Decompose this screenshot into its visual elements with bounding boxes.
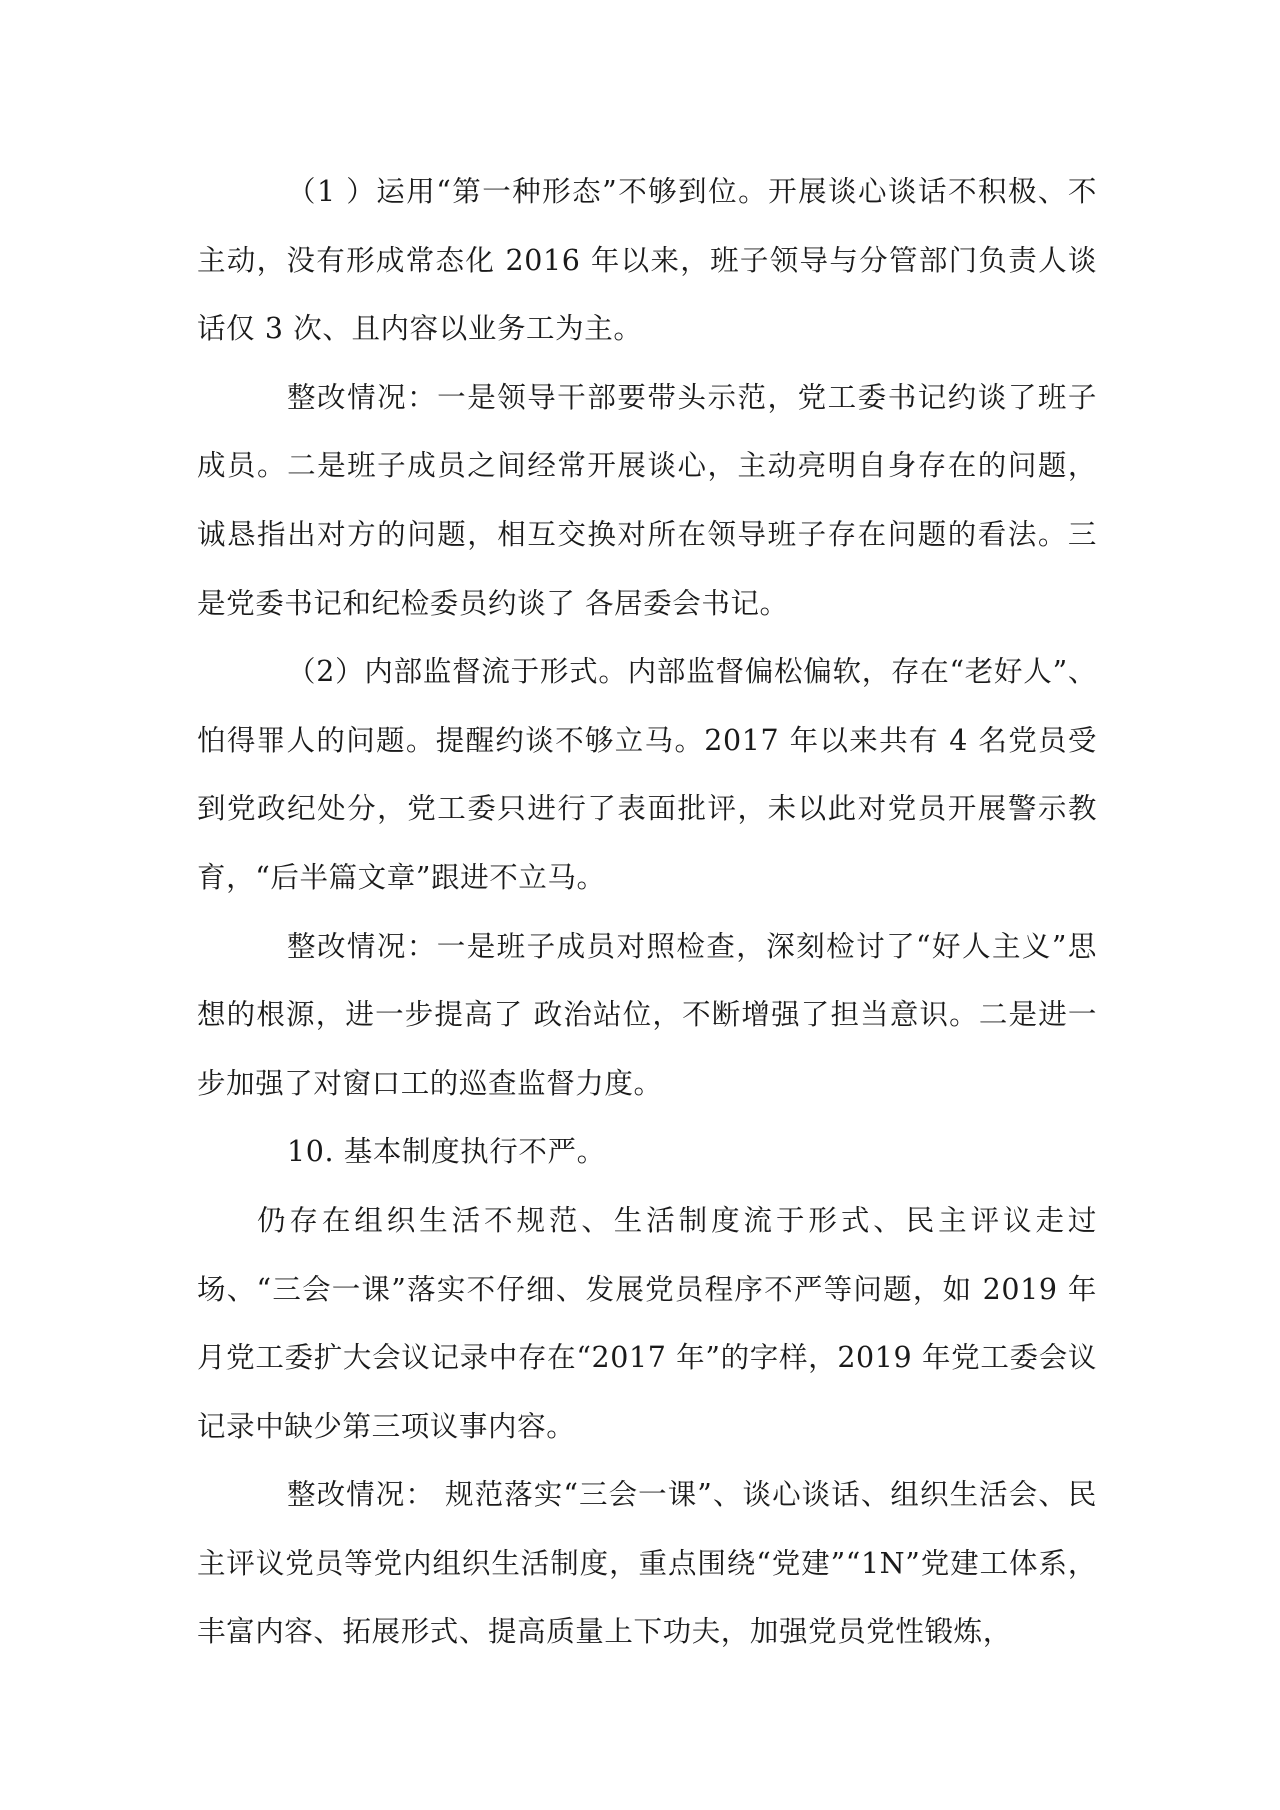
paragraph-issue-2: （2）内部监督流于形式。内部监督偏松偏软，存在“老好人”、怕得罪人的问题。提醒约谈不够立马。2017 年以来共有 4 名党员受到党政纪处分，党工委只进行了表面批评，未以此对党员开展警示教育，“后半篇文章”跟进不立马。 (197, 655, 1097, 894)
paragraph-rectification-1: 整改情况：一是领导干部要带头示范，党工委书记约谈了班子成员。二是班子成员之间经常开展谈心，主动亮明自身存在的问题，诚恳指出对方的问题，相互交换对所在领导班子存在问题的看法。三是党委书记和纪检委员约谈了 各居委会书记。 (197, 380, 1097, 620)
paragraph-issue-10: 仍存在组织生活不规范、生活制度流于形式、民主评议走过场、“三会一课”落实不仔细、发展党员程序不严等问题，如 2019 年月党工委扩大会议记录中存在“2017 年”的字样，2019 年党工委会议记录中缺少第三项议事内容。 (197, 1203, 1097, 1443)
section-heading-10: 10. 基本制度执行不严。 (287, 1135, 606, 1169)
paragraph-issue-1: （1 ）运用“第一种形态”不够到位。开展谈心谈话不积极、不主动，没有形成常态化 2016 年以来，班子领导与分管部门负责人谈话仅 3 次、且内容以业务工为主。 (197, 175, 1097, 346)
document-body (197, 158, 1097, 1667)
paragraph-rectification-10: 整改情况： 规范落实“三会一课”、谈心谈话、组织生活会、民主评议党员等党内组织生活制度，重点围绕“党建”“1N”党建工体系，丰富内容、拓展形式、提高质量上下功夫，加强党员党性锻炼， (197, 1478, 1097, 1649)
paragraph-rectification-2: 整改情况：一是班子成员对照检查，深刻检讨了“好人主义”思想的根源，进一步提高了 政治站位，不断增强了担当意识。二是进一步加强了对窗口工的巡查监督力度。 (197, 929, 1097, 1100)
